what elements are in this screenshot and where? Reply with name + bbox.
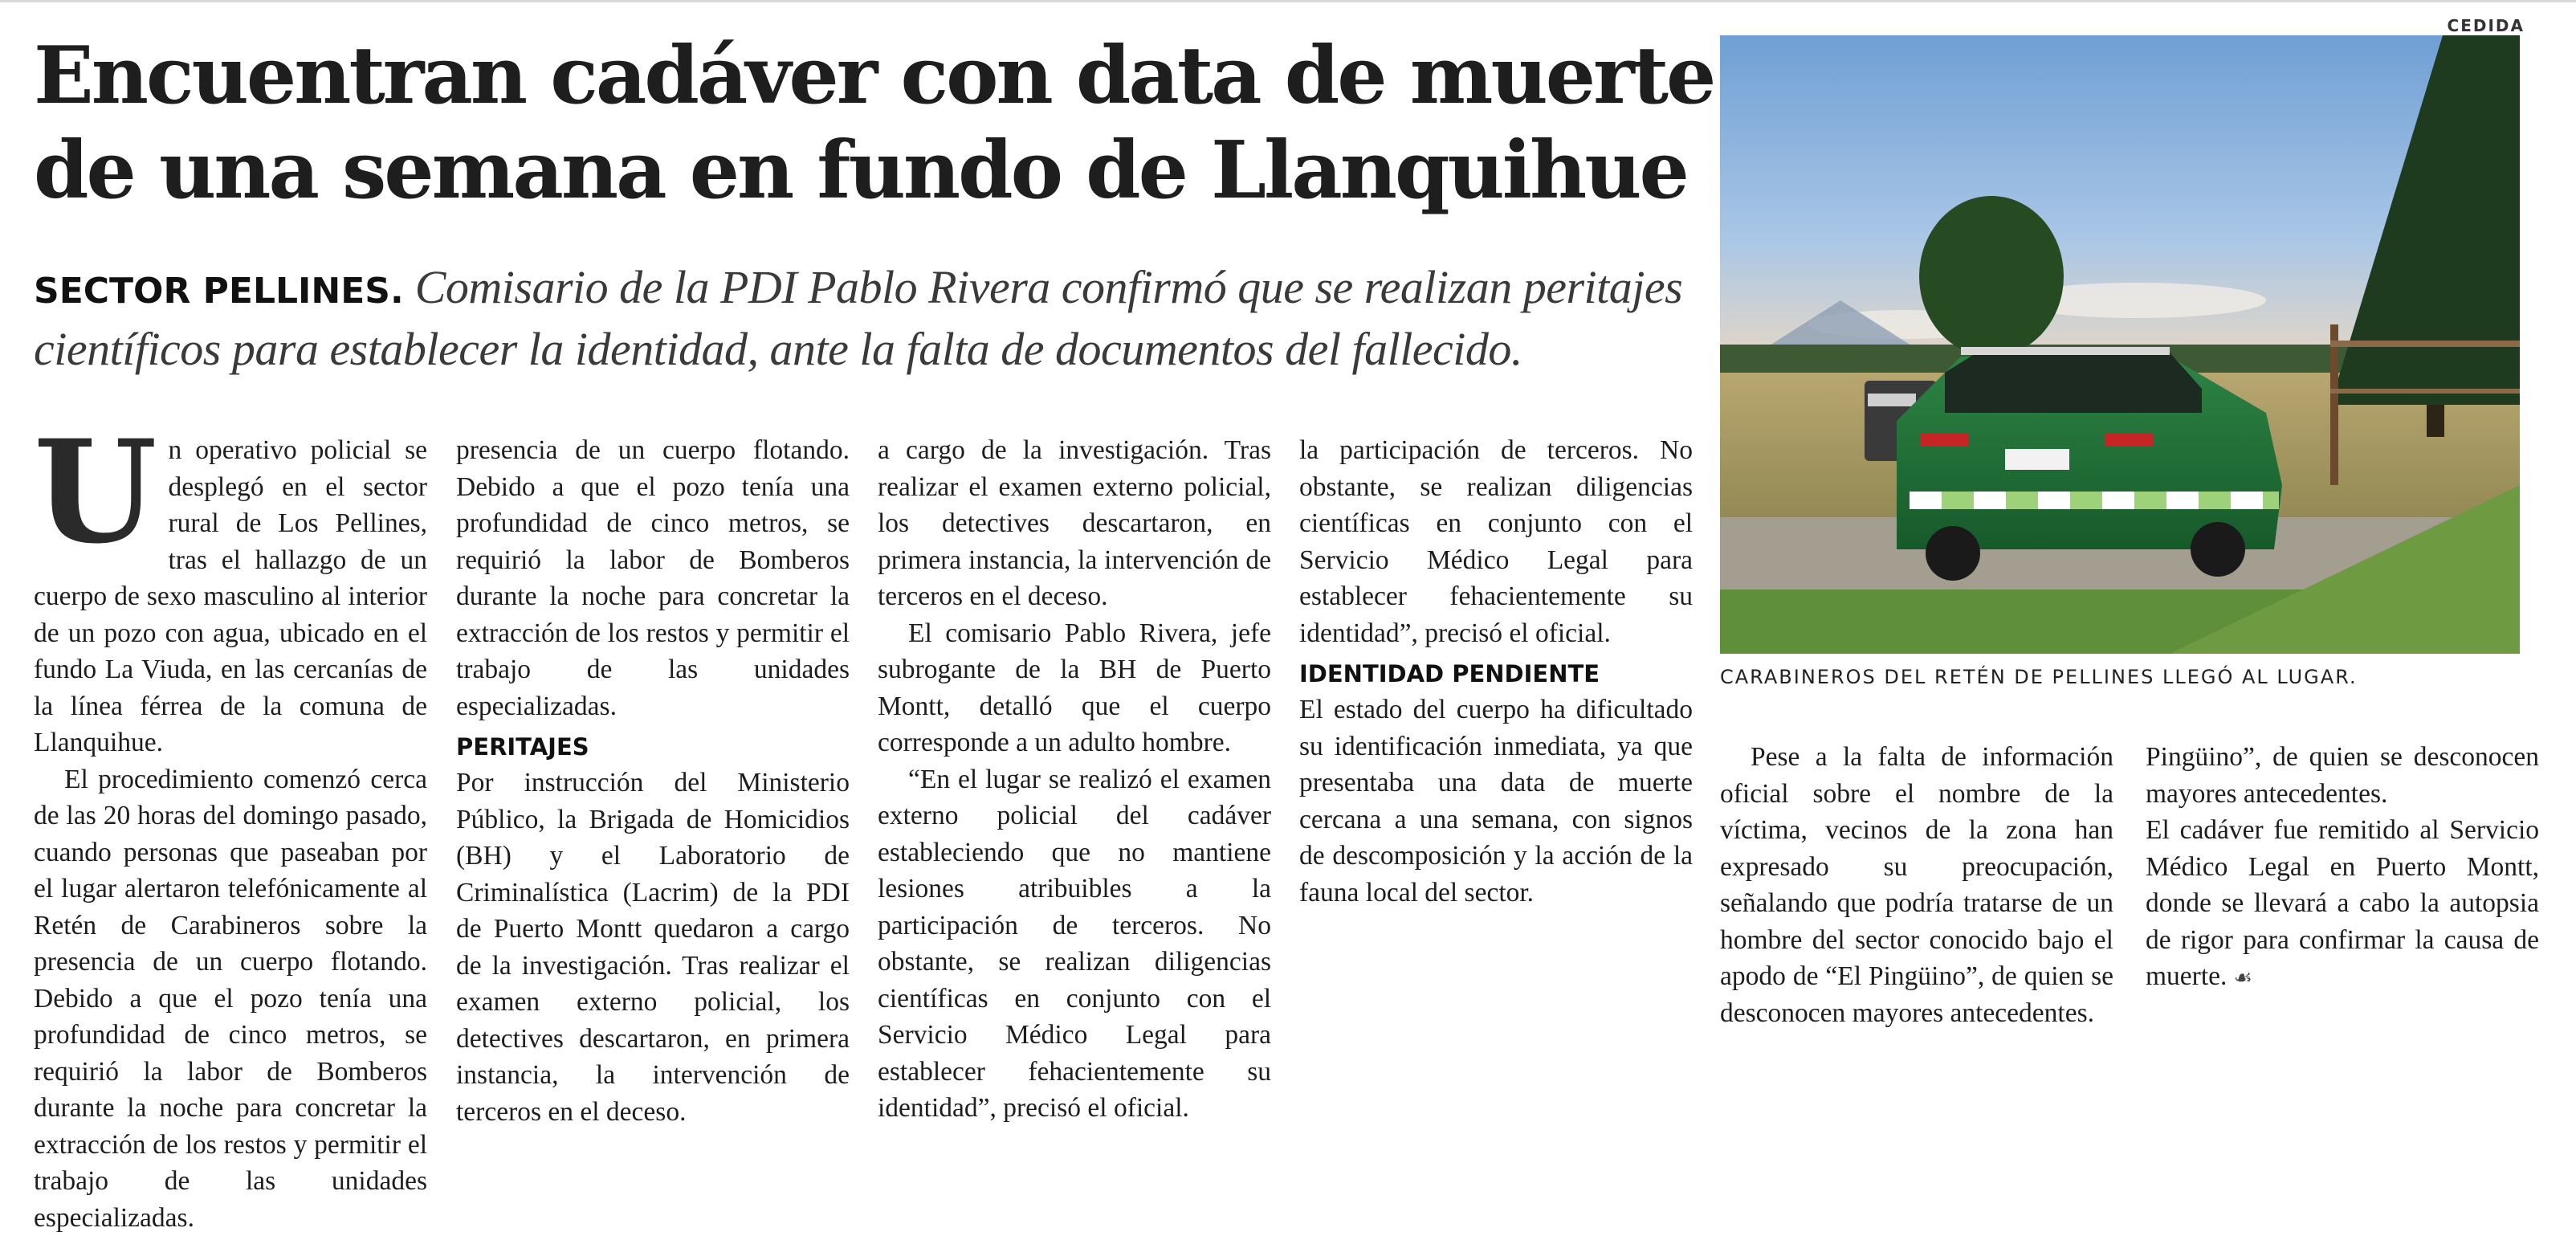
paragraph-1-text: n operativo policial se desplegó en el sector rural de Los Pellines, tras el hallazgo de un cuerpo de sexo masculino al interior de un pozo con agua, ubicado en el fundo La Viuda, en las cercanías de la línea férrea de la comuna de Llanquihue. [34,435,427,757]
paragraph-5: “En el lugar se realizó el examen externo policial del cadáver estableciendo que no mantiene lesiones atribuibles a la participación de terceros. No obstante, se realizan diligencias científicas en conjunto con el Servicio Médico Legal para establecer fehacientemente su identidad”, precisó el oficial. [878,761,1271,1127]
paragraph-8 [2146,812,2539,997]
paragraph-8-text: El cadáver fue remitido al Servicio Médico Legal en Puerto Montt, donde se llevará a cabo la autopsia de rigor para confirmar la causa de muerte. [2146,815,2539,991]
end-mark-icon: ☙ [2234,966,2252,990]
paragraph-6: El estado del cuerpo ha dificultado su identificación inmediata, ya que presentaba una data de muerte cercana a una semana, con signos de descomposición y la acción de la fauna local del sector. [1299,691,1693,911]
paragraph-7: Pese a la falta de información oficial sobre el nombre de la víctima, vecinos de la zona han expresado su preocupación, señalando que podría tratarse de un hombre del sector conocido bajo el apodo de “El Pingüino”, de quien se desconocen mayores antecedentes. [1720,739,2113,1031]
headline-line-2: de una semana en fundo de Llanquihue [34,124,1672,218]
paragraph-3: Por instrucción del Ministerio Público, la Brigada de Homicidios (BH) y el Laboratorio de Criminalística (Lacrim) de la PDI de Puerto Montt quedaron a cargo de la investigación. Tras realizar el examen externo policial, los detectives descartaron, en primera instancia, la intervención de terceros en el deceso. [456,765,850,1130]
paragraph-2-continued: presencia de un cuerpo flotando. Debido a que el pozo tenía una profundidad de cinco metros, se requirió la labor de Bomberos durante la noche para concretar la extracción de los restos y permitir el trabajo de las unidades especializadas. [456,432,850,724]
photo-credit: CEDIDA [2448,16,2525,35]
paragraph-5-continued: la participación de terceros. No obstante, se realizan diligencias científicas en conjunto con el Servicio Médico Legal para establecer fehacientemente su identidad”, precisó el oficial. [1299,432,1693,651]
body-column-3 [878,432,1271,1026]
subheading-identidad: IDENTIDAD PENDIENTE [1299,656,1693,691]
body-column-1 [34,432,427,1026]
top-rule [0,0,2576,2]
body-column-6 [2146,739,2539,1028]
headline-line-1: Encuentran cadáver con data de muerte [34,29,1672,124]
paragraph-3-continued: a cargo de la investigación. Tras realizar el examen externo policial, los detectives descartaron, en primera instancia, la intervención de terceros en el deceso. [878,432,1271,615]
paragraph-7-continued: Pingüino”, de quien se desconocen mayores antecedentes. [2146,739,2539,812]
deck-text: Comisario de la PDI Pablo Rivera confirmó que se realizan peritajes científicos para establecer la identidad, ante la falta de documentos del fallecido. [34,261,1682,375]
paragraph-2: El procedimiento comenzó cerca de las 20 horas del domingo pasado, cuando personas que paseaban por el lugar alertaron telefónicamente al Retén de Carabineros sobre la presencia de un cuerpo flotando. Debido a que el pozo tenía una profundidad de cinco metros, se requirió la labor de Bomberos durante la noche para concretar la extracción de los restos y permitir el trabajo de las unidades especializadas. [34,761,427,1236]
paragraph-1 [34,432,427,761]
headline [34,29,1672,218]
news-photo [1720,35,2520,654]
body-column-4 [1299,432,1693,1026]
drop-cap: U [34,435,157,549]
body-column-5 [1720,739,2113,1028]
subheading-peritajes: PERITAJES [456,729,850,765]
paragraph-4: El comisario Pablo Rivera, jefe subrogante de la BH de Puerto Montt, detalló que el cuerpo corresponde a un adulto hombre. [878,615,1271,761]
photo-illustration [1720,35,2520,654]
deck [34,259,1696,378]
body-column-2 [456,432,850,1026]
kicker: SECTOR PELLINES. [34,271,404,312]
photo-caption: CARABINEROS DEL RETÉN DE PELLINES LLEGÓ AL LUGAR. [1720,665,2523,689]
